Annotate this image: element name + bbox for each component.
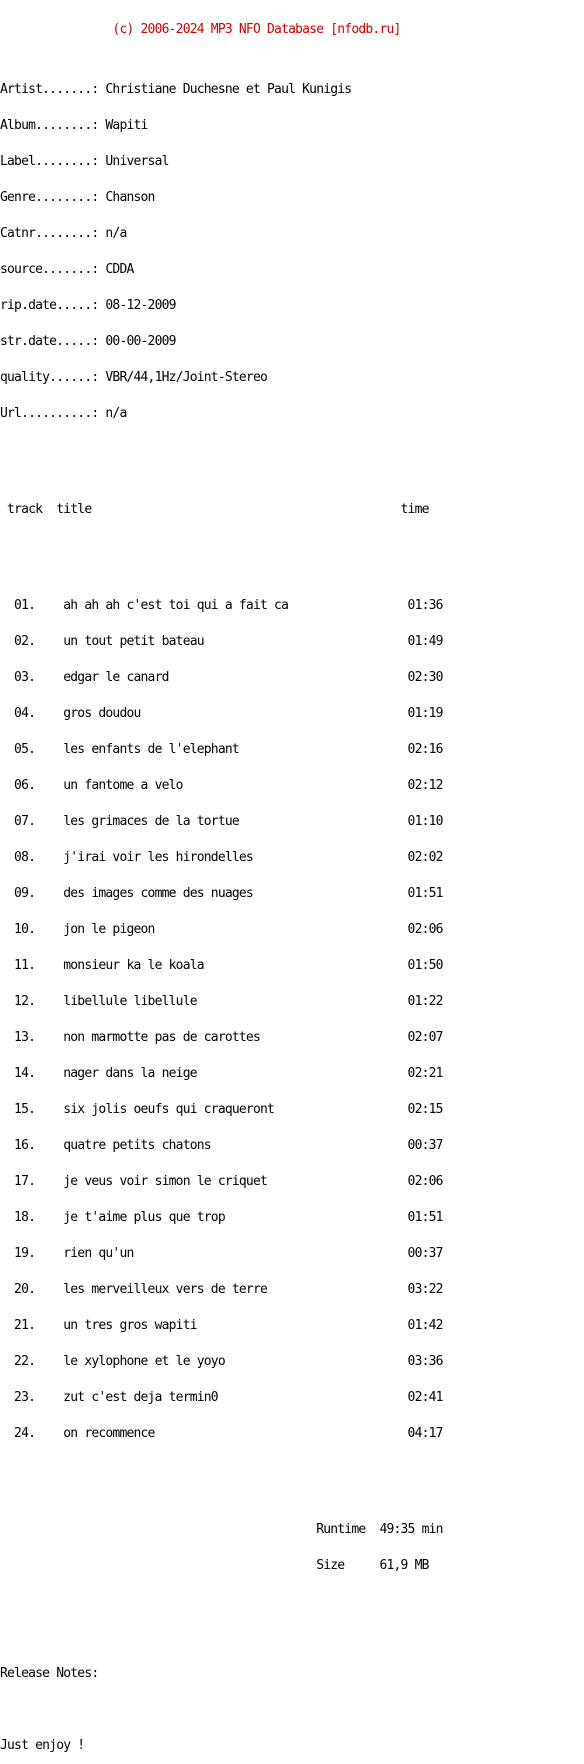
info-genre: Genre........: Chanson [0, 190, 155, 205]
info-label: Label........: Universal [0, 154, 169, 169]
size-line: Size 61,9 MB [0, 1558, 429, 1573]
track-row: 20. les merveilleux vers de terre 03:22 [0, 1282, 443, 1297]
release-info [0, 60, 584, 444]
tracklist [0, 576, 584, 1464]
blank-line [0, 468, 584, 480]
track-row: 10. jon le pigeon 02:06 [0, 922, 443, 937]
info-catnr: Catnr........: n/a [0, 226, 127, 241]
info-artist: Artist.......: Christiane Duchesne et Paul Kunigis [0, 82, 352, 97]
track-row: 07. les grimaces de la tortue 01:10 [0, 814, 443, 829]
blank-line [0, 1596, 584, 1608]
track-row: 17. je veus voir simon le criquet 02:06 [0, 1174, 443, 1189]
track-row: 14. nager dans la neige 02:21 [0, 1066, 443, 1081]
track-row: 01. ah ah ah c'est toi qui a fait ca 01:36 [0, 598, 443, 613]
track-row: 24. on recommence 04:17 [0, 1426, 443, 1441]
blank-line [0, 1704, 584, 1716]
track-row: 23. zut c'est deja termin0 02:41 [0, 1390, 443, 1405]
track-row: 11. monsieur ka le koala 01:50 [0, 958, 443, 973]
tracklist-header: track title time [0, 502, 429, 517]
track-row: 02. un tout petit bateau 01:49 [0, 634, 443, 649]
track-row: 08. j'irai voir les hirondelles 02:02 [0, 850, 443, 865]
info-rip-date: rip.date.....: 08-12-2009 [0, 298, 176, 313]
info-url: Url..........: n/a [0, 406, 127, 421]
blank-line [0, 540, 584, 552]
track-row: 16. quatre petits chatons 00:37 [0, 1138, 443, 1153]
track-row: 15. six jolis oeufs qui craqueront 02:15 [0, 1102, 443, 1117]
info-quality: quality......: VBR/44,1Hz/Joint-Stereo [0, 370, 268, 385]
info-album: Album........: Wapiti [0, 118, 148, 133]
track-row: 12. libellule libellule 01:22 [0, 994, 443, 1009]
info-source: source.......: CDDA [0, 262, 134, 277]
track-row: 04. gros doudou 01:19 [0, 706, 443, 721]
release-notes-label: Release Notes: [0, 1666, 99, 1681]
track-row: 18. je t'aime plus que trop 01:51 [0, 1210, 443, 1225]
blank-line [0, 1488, 584, 1500]
release-notes-text: Just enjoy ! [0, 1738, 85, 1753]
database-header: (c) 2006-2024 MP3 NFO Database [nfodb.ru] [0, 22, 401, 37]
track-row: 22. le xylophone et le yoyo 03:36 [0, 1354, 443, 1369]
info-str-date: str.date.....: 00-00-2009 [0, 334, 176, 349]
track-row: 05. les enfants de l'elephant 02:16 [0, 742, 443, 757]
blank-line [0, 1632, 584, 1644]
track-row: 21. un tres gros wapiti 01:42 [0, 1318, 443, 1333]
track-row: 09. des images comme des nuages 01:51 [0, 886, 443, 901]
track-row: 03. edgar le canard 02:30 [0, 670, 443, 685]
track-row: 06. un fantome a velo 02:12 [0, 778, 443, 793]
runtime-line: Runtime 49:35 min [0, 1522, 443, 1537]
track-row: 19. rien qu'un 00:37 [0, 1246, 443, 1261]
track-row: 13. non marmotte pas de carottes 02:07 [0, 1030, 443, 1045]
